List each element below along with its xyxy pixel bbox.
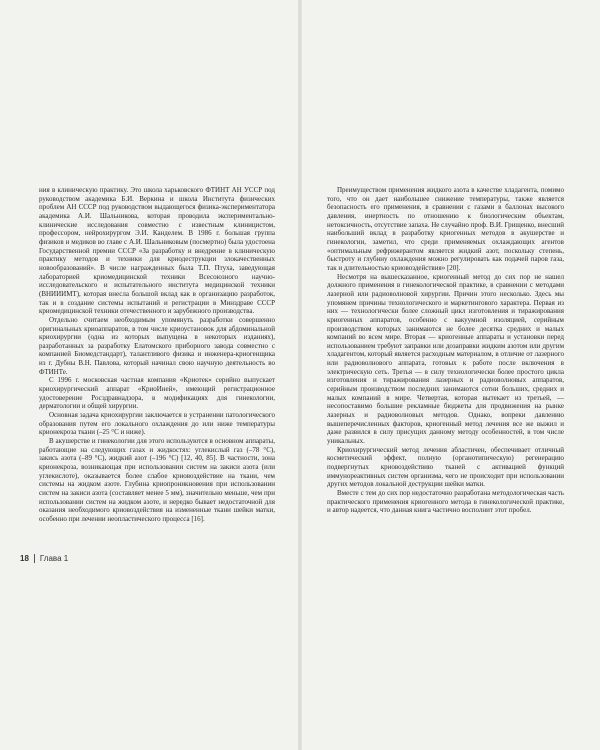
right-page-text [327,186,564,515]
right-paragraph-3: Криохирургический метод лечения абластичен, обеспечивает отличный косметический эффект, полную (органотипическую) регенерацию подвергнутых криовоздействию тканей с активацией функций иммунореактивных систем организма, чего не происходит при использовании других методов локальной деструкции шейки матки. [327,445,564,489]
right-paragraph-1: Преимуществом применения жидкого азота в качестве хладагента, помимо того, что он дает наибольшее снижение температуры, также является безопасность его применения, в сравнении с газами в баллонах высокого давления, инертность по отношению к биологическим объектам, нетоксичность, отсутствие запаха. Не случайно проф. В.И. Грищенко, внесший наибольший вклад в разработку криогенных методов в акушерстве и гинекологии, заметил, что среди применяемых охлаждающих агентов «оптимальным рефрижерантом является жидкий азот, поскольку степень, быстроту и глубину охлаждения можно регулировать как подачей паров газа, так и длительностью криовоздействия» [20]. [327,186,564,272]
left-page-text [39,186,275,524]
left-paragraph-1: ния в клиническую практику. Это школа харьковского ФТИНТ АН УССР под руководством академика Б.И. Веркина и школа Института физических проблем АН СССР под руководством выдающегося физика-экспериментатора академика А.И. Шальникова, которая проводила экспериментально-клинические исследования совместно с известным клиницистом, профессором, нейрохирургом Э.И. Канделем. В 1986 г. большая группа физиков и медиков во главе с А.И. Шальниковым (посмертно) была удостоена Государственной премии СССР «За разработку и внедрение в клиническую практику методов и техники для криодеструкции злокачественных новообразований». В числе награжденных была Т.П. Птуха, заведующая лабораторией криомедицинской техники Всесоюзного научно-исследовательского и испытательного института медицинской техники (ВНИИИМТ), которая внесла большой вклад как в организацию разработок, так и в создание системы испытаний и регистрации в Минздраве СССР криомедицинской техники отечественного и зарубежного производства. [39,186,275,316]
page-folio [20,554,68,563]
page-number: 18 [20,554,29,563]
left-paragraph-4: Основная задача криохирургии заключается в устранении патологического образования путем его локального охлаждения до или ниже температуры крионекроза ткани (–25 °С и ниже). [39,411,275,437]
folio-divider [34,554,35,563]
page-gutter [298,0,302,750]
left-paragraph-3: С 1996 г. московская частная компания «Криотек» серийно выпускает криохирургический аппарат «КриоИней», имеющий регистрационное удостоверение Росздравнадзора, в модификациях для гинекологии, дерматологии и общей хирургии. [39,376,275,411]
right-paragraph-2: Несмотря на вышесказанное, криогенный метод до сих пор не нашел должного применения в гинекологической практике, в сравнении с методами лазерной или радиоволновой хирургии. Причин этого несколько. Здесь мы упомянем причины технологического и маркетингового характера. Первая из них — технологически более сложный цикл изготовления и тиражирования криогенных аппаратов, особенно с вакуумной изоляцией, серийным производством которых занимаются не более десятка средних и малых компаний во всем мире. Вторая — криогенные аппараты и установки перед использованием требуют заправки или дозаправки жидким азотом или другим хладагентом, который является расходным материалом, в отличие от лазерного или радиоволнового аппарата, готовых к работе после включения в электрическую сеть. Третья — в силу технологически более простого цикла изготовления и тиражирования лазерных и радиоволновых аппаратов, серийным производством последних занимаются сотни больших, средних и малых компаний в мире. Четвертая, которая вытекает из третьей, — несопоставимо большие рекламные бюджеты для продвижения на рынке лазерных и радиоволновых методов. Однако, вопреки давлению вышеперечисленных факторов, криогенный метод лечения все же выжил и даже развился в силу присущих данному методу особенностей, в том числе уникальных. [327,272,564,446]
chapter-label: Глава 1 [39,554,69,563]
right-paragraph-4: Вместе с тем до сих пор недостаточно разработана методологическая часть практического применения криогенного метода в гинекологической практике, и автор надеется, что данная книга частично восполнит этот пробел. [327,488,564,515]
left-paragraph-5: В акушерстве и гинекологии для этого используются в основном аппараты, работающие на следующих газах и жидкостях: углекислый газ (–78 °С), закись азота (–89 °С), жидкий азот (–196 °С) [12, 40, 85]. В частности, зона крионекроза, возникающая при использовании систем на закиси азота (или углекислоте), оказывается более слабое криовоздействие на ткани, чем системы на жидком азоте. Глубина криопроникновения при использовании систем на закиси азота (составляет менее 5 мм), значительно меньше, чем при использовании систем на жидком азоте, и нередко бывает недостаточной для оказания необходимого криовоздействия на измененные ткани шейки матки, особенно при лечении неопластического процесса [16]. [39,437,275,523]
left-paragraph-2: Отдельно считаем необходимым упомянуть разработки совершенно оригинальных криоаппаратов, в том числе криоустановок для абдоминальной криохирургии (одна из которых выпущена в некоторых изданиях), разработанных за разработку Елатомского приборного завода совместно с компанией Биомедстандарт), талантливого физика и инженера-криогенщика из г. Дубны В.Н. Павлова, который начинал свою научную деятельность во ФТИНТе. [39,315,275,376]
